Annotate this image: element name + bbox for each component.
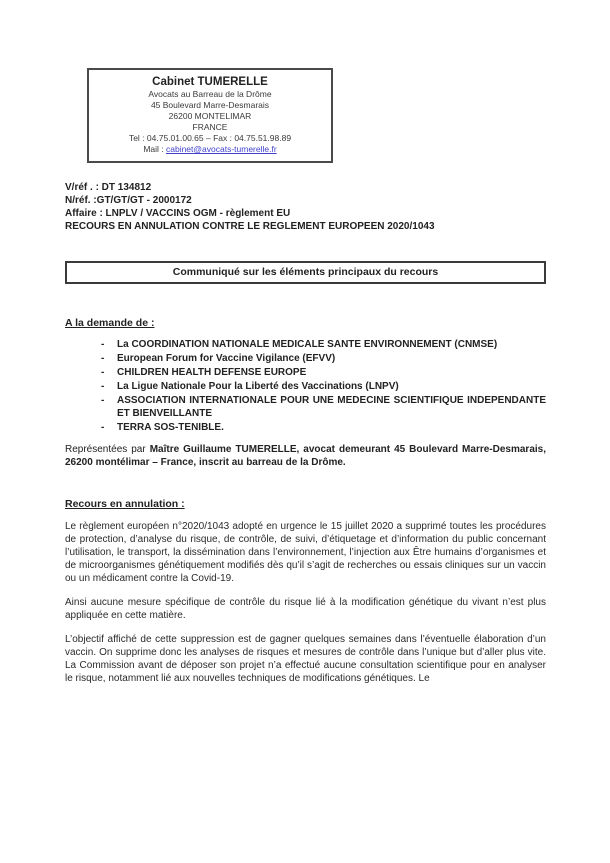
document-title: Communiqué sur les éléments principaux du recours (172, 266, 439, 278)
dash-bullet: - (101, 367, 105, 378)
letterhead-phone-fax: Tel : 04.75.01.00.65 – Fax : 04.75.51.98.89 (128, 133, 292, 143)
body-paragraph: Le règlement européen n°2020/1043 adopté en urgence le 15 juillet 2020 a supprimé toutes les procédures de protection, d’analyse du risque, de contrôle, de suivi, d’étiquetage et d’information du public concernant l’utilisation, le transport, la dissémination dans l’environnement, l’injection aux Être humains d’organismes et de microorganismes génétiquement modifiés dès qu’il s’agit de recherches ou essais cliniques sur un vaccin ou un médicament contre la Covid-19. (65, 521, 546, 584)
dash-bullet: - (101, 353, 105, 364)
organization-name: CHILDREN HEALTH DEFENSE EUROPE (117, 367, 307, 378)
dash-bullet: - (101, 339, 105, 350)
dash-bullet: - (101, 381, 105, 392)
recours-line: RECOURS EN ANNULATION CONTRE LE REGLEMENT EUROPEEN 2020/1043 (65, 221, 435, 232)
nref-line: N/réf. :GT/GT/GT - 2000172 (65, 195, 192, 206)
organizations-list (65, 338, 546, 434)
letterhead-box (87, 68, 333, 163)
representation-paragraph (65, 443, 546, 469)
letterhead-city: 26200 MONTELIMAR (168, 111, 252, 121)
representation-lawyer: Maître Guillaume TUMERELLE, avocat demeurant 45 Boulevard Marre-Desmarais, 26200 montélimar – France, inscrit au barreau de la Drôme. (65, 444, 546, 468)
list-item (101, 338, 546, 351)
affaire-line: Affaire : LNPLV / VACCINS OGM - règlement EU (65, 208, 291, 219)
firm-name: Cabinet TUMERELLE (152, 76, 268, 88)
list-item (101, 421, 546, 434)
letterhead-street: 45 Boulevard Marre-Desmarais (150, 100, 270, 110)
organization-name: La COORDINATION NATIONALE MEDICALE SANTE ENVIRONNEMENT (CNMSE) (117, 339, 498, 350)
demande-heading: A la demande de : (65, 317, 155, 329)
reference-block (65, 181, 546, 233)
representation-prefix: Représentées par (65, 444, 150, 455)
dash-bullet: - (101, 422, 105, 433)
organization-name: La Ligue Nationale Pour la Liberté des Vaccinations (LNPV) (117, 381, 399, 392)
letterhead-country: FRANCE (192, 122, 228, 132)
organization-name: TERRA SOS-TENIBLE. (117, 422, 224, 433)
dash-bullet: - (101, 395, 105, 406)
list-item (101, 380, 546, 393)
organization-name: ASSOCIATION INTERNATIONALE POUR UNE MEDECINE SCIENTIFIQUE INDEPENDANTE ET BIENVEILLANTE (117, 395, 546, 419)
email-link[interactable]: cabinet@avocats-tumerelle.fr (165, 144, 277, 154)
list-item (101, 352, 546, 365)
recours-heading: Recours en annulation : (65, 498, 185, 510)
body-paragraph: Ainsi aucune mesure spécifique de contrôle du risque lié à la modification génétique du vivant n’est plus appliquée en cette matière. (65, 597, 546, 621)
vref-line: V/réf . : DT 134812 (65, 182, 152, 193)
mail-label: Mail : (143, 144, 166, 154)
organization-name: European Forum for Vaccine Vigilance (EFVV) (117, 353, 336, 364)
list-item (101, 366, 546, 379)
communique-title-box (65, 261, 546, 284)
list-item (101, 394, 546, 420)
body-paragraph: L’objectif affiché de cette suppression est de gagner quelques semaines dans l’éventuelle élaboration d’un vaccin. On supprime donc les analyses de risques et mesures de contrôle dans l’unique but d’aller plus vite. La Commission avant de déposer son projet n’a effectué aucune consultation scientifique pour en analyser le risque, notamment lié aux nouvelles techniques de modifications génétiques. Le (65, 634, 546, 684)
letterhead-mail-line (93, 144, 327, 155)
letterhead-profession: Avocats au Barreau de la Drôme (148, 89, 272, 99)
